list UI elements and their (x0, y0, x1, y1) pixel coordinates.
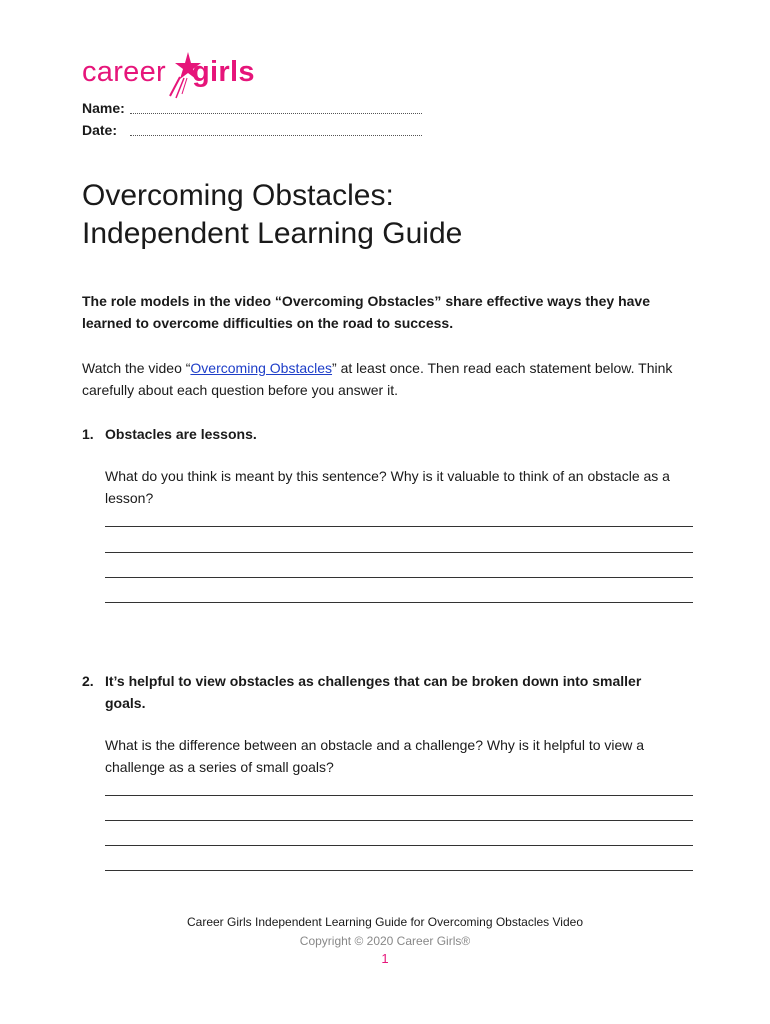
question-2-prompt: What is the difference between an obstacle and a challenge? Why is it helpful to view a challenge as a series of small goals? (105, 737, 645, 775)
answer-line[interactable] (105, 602, 693, 603)
video-link[interactable]: Overcoming Obstacles (190, 360, 333, 376)
answer-line[interactable] (105, 795, 693, 796)
instructions-before-link: Watch the video “ (82, 360, 191, 376)
question-1-number: 1. (82, 426, 94, 442)
date-label: Date: (82, 122, 118, 138)
logo-word-career: career (82, 56, 166, 88)
page-title (82, 177, 462, 253)
footer-guide-title: Career Girls Independent Learning Guide for Overcoming Obstacles Video (187, 915, 583, 929)
answer-line[interactable] (105, 577, 693, 578)
footer-copyright: Copyright © 2020 Career Girls® (299, 934, 471, 948)
question-2-statement (82, 670, 682, 714)
answer-line[interactable] (105, 870, 693, 871)
answer-line[interactable] (105, 552, 693, 553)
question-1-statement (82, 423, 682, 445)
title-line-2: Independent Learning Guide (82, 217, 463, 250)
instructions-paragraph (82, 357, 702, 401)
instructions-after-link: ” at least once. Then read each statement below. Think carefully about each question before you answer it. (82, 360, 673, 398)
question-2-text: It’s helpful to view obstacles as challenges that can be broken down into smaller goals. (105, 673, 642, 711)
name-dotted-line[interactable] (130, 113, 422, 114)
answer-line[interactable] (105, 526, 693, 527)
answer-line[interactable] (105, 820, 693, 821)
intro-paragraph: The role models in the video “Overcoming Obstacles” share effective ways they have learned to overcome difficulties on the road to success. (82, 293, 650, 331)
answer-line[interactable] (105, 845, 693, 846)
name-field[interactable] (82, 100, 128, 116)
page-number: 1 (381, 951, 389, 966)
logo-word-girls: girls (192, 56, 255, 88)
question-1-text: Obstacles are lessons. (105, 426, 257, 442)
name-label: Name: (82, 100, 125, 116)
date-dotted-line[interactable] (130, 135, 422, 136)
question-2-number: 2. (82, 673, 94, 689)
question-1-prompt: What do you think is meant by this sentence? Why is it valuable to think of an obstacle as a lesson? (105, 468, 670, 506)
date-field[interactable] (82, 122, 128, 138)
title-line-1: Overcoming Obstacles: (82, 179, 394, 212)
